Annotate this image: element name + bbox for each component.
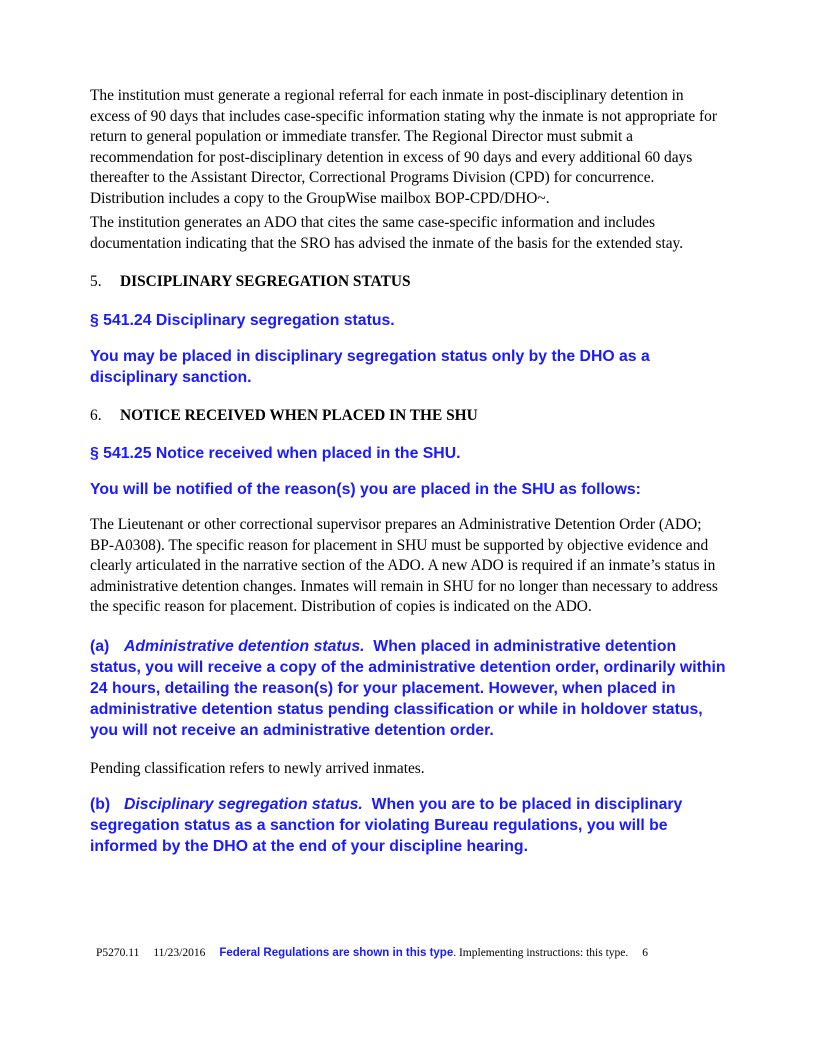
item-b-title: Disciplinary segregation status. [124, 796, 363, 813]
item-a-text: When placed in administrative detention status, you will receive a copy of the administrative detention order, ordinarily within 24 hours, detailing the reason(s) for your placement. However, when placed in administrative detention status pending classification or while in holdover status, you will not receive an administrative detention order. [90, 637, 726, 739]
item-b-text: When you are to be placed in disciplinary segregation status as a sanction for violating Bureau regulations, you will be informed by the DHO at the end of your discipline hearing. [90, 796, 683, 855]
footer-page-number: 6 [642, 947, 649, 959]
paragraph-regional-referral: The institution must generate a regional referral for each inmate in post-disciplinary detention in excess of 90 days that includes case-specific information stating why the inmate is not appropriate for return to general population or immediate transfer. The Regional Director must submit a recommendation for post-disciplinary detention in excess of 90 days and every additional 60 days thereafter to the Assistant Director, Correctional Programs Division (CPD) for concurrence. Distribution includes a copy to the GroupWise mailbox BOP-CPD/DHO~. [90, 87, 717, 207]
footer-doc-number: P5270.11 [96, 947, 140, 959]
regulation-541-25-title: § 541.25 Notice received when placed in the SHU. [90, 445, 461, 462]
section-6-number: 6. [90, 407, 102, 424]
paragraph-ado-preparation: The Lieutenant or other correctional supervisor prepares an Administrative Detention Order (ADO; BP-A0308). The specific reason for placement in SHU must be supported by objective evidence and clearly articulated in the narrative section of the ADO. A new ADO is required if an inmate’s status in administrative detention changes. Inmates will remain in SHU for no longer than necessary to address the specific reason for placement. Distribution of copies is indicated on the ADO. [90, 516, 718, 615]
page-footer [96, 946, 648, 960]
footer-legend-bold: Federal Regulations are shown in this type [219, 947, 454, 959]
regulation-541-24-text: You may be placed in disciplinary segregation status only by the DHO as a disciplinary sanction. [90, 348, 650, 386]
regulation-item-a [90, 636, 726, 741]
section-5-heading [90, 272, 726, 292]
section-6-title: NOTICE RECEIVED WHEN PLACED IN THE SHU [120, 407, 478, 424]
item-a-label: (a) [90, 637, 110, 655]
item-a-title: Administrative detention status. [124, 637, 365, 655]
footer-legend-rest: . Implementing instructions: this type. [453, 947, 629, 959]
paragraph-ado-case-specific: The institution generates an ADO that cites the same case-specific information and includes documentation indicating that the SRO has advised the inmate of the basis for the extended stay. [90, 214, 684, 252]
section-5-number: 5. [90, 273, 102, 290]
regulation-541-25-intro: You will be notified of the reason(s) you are placed in the SHU as follows: [90, 481, 641, 498]
item-b-label: (b) [90, 796, 111, 813]
regulation-541-24-title: § 541.24 Disciplinary segregation status. [90, 312, 395, 329]
paragraph-pending-classification: Pending classification refers to newly arrived inmates. [90, 759, 425, 777]
page-content [90, 86, 726, 857]
section-6-heading [90, 406, 726, 426]
section-5-title: DISCIPLINARY SEGREGATION STATUS [120, 273, 411, 290]
footer-date: 11/23/2016 [153, 947, 206, 959]
regulation-item-b [90, 794, 726, 857]
